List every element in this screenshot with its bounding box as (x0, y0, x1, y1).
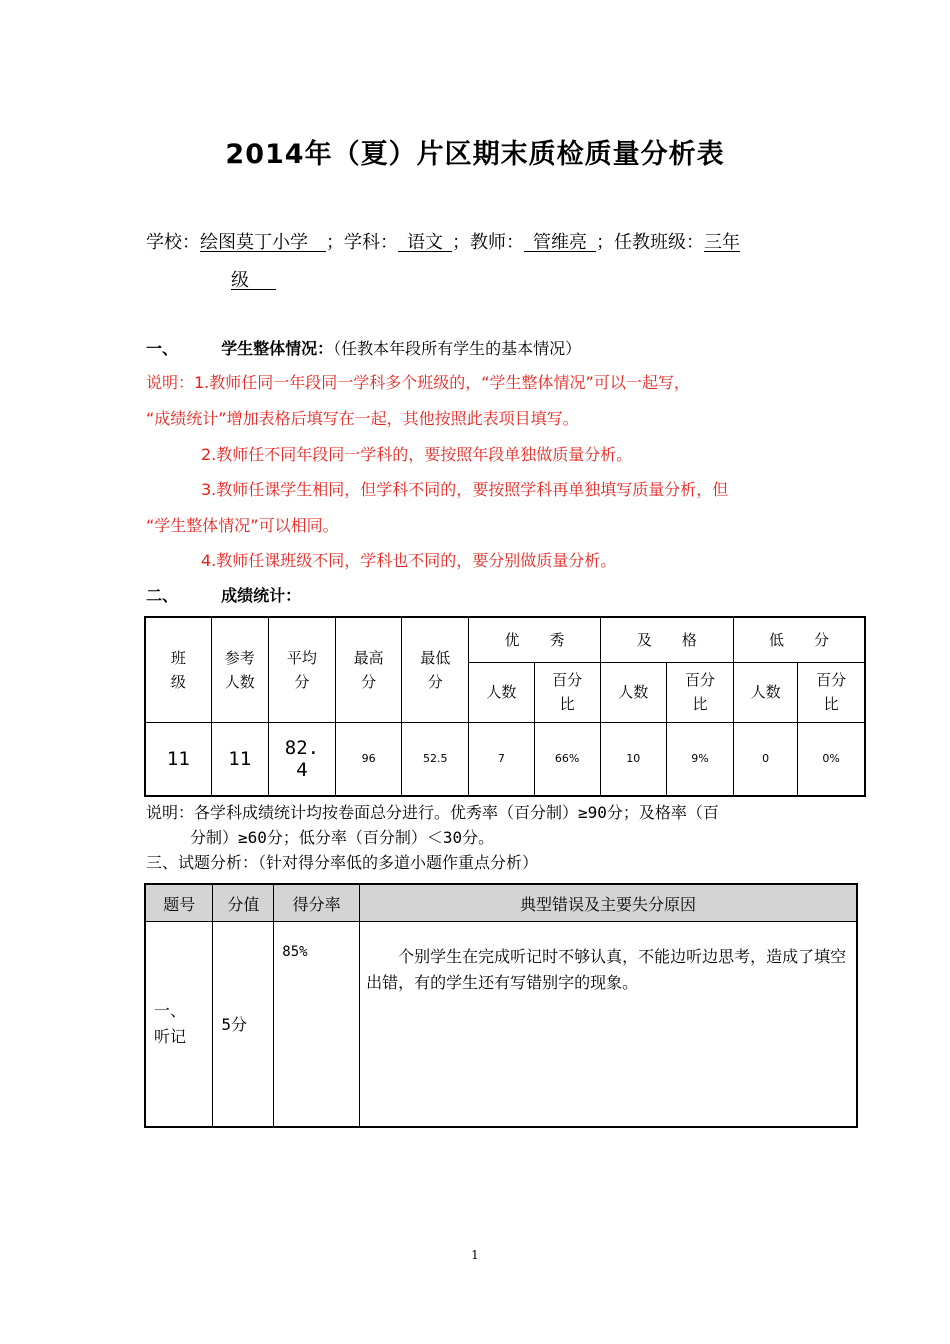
header-score-value: 分值 (213, 884, 274, 922)
table-row (145, 922, 857, 1127)
subject-label: ；学科： (326, 232, 398, 253)
question-analysis: 个别学生在完成听记时不够认真，不能边听边思考，造成了填空出错，有的学生还有写错别字的现象。 (360, 922, 857, 1127)
cell-low-percent: 0% (798, 722, 865, 796)
score-note-line-2: 分制）≥60分；低分率（百分制）＜30分。 (190, 828, 495, 847)
header-class: 班 级 (145, 617, 211, 722)
page-number: 1 (471, 1248, 479, 1262)
info-line-2 (231, 266, 276, 292)
header-error-analysis: 典型错误及主要失分原因 (360, 884, 857, 922)
score-note-line-1: 说明：各学科成绩统计均按卷面总分进行。优秀率（百分制）≥90分；及格率（百 (146, 803, 719, 822)
cell-average: 82. 4 (268, 722, 335, 796)
cell-class: 11 (145, 722, 211, 796)
header-pass-people: 人数 (600, 662, 666, 722)
section-1-heading (146, 336, 581, 359)
cell-count: 11 (211, 722, 268, 796)
header-min: 最低 分 (402, 617, 469, 722)
header-low-percent: 百分 比 (798, 662, 865, 722)
class-value-1: 三年 (704, 232, 740, 253)
header-low-people: 人数 (734, 662, 798, 722)
class-label: ；任教班级： (596, 232, 704, 253)
class-value-2: 级 (231, 270, 249, 291)
question-score: 5分 (213, 922, 274, 1127)
cell-excellent-percent: 66% (534, 722, 600, 796)
cell-pass-percent: 9% (666, 722, 733, 796)
cell-low-count: 0 (734, 722, 798, 796)
note-line-5: “学生整体情况”可以相同。 (146, 516, 339, 535)
question-analysis-table (144, 883, 858, 1128)
question-rate: 85% (274, 922, 360, 1127)
header-max: 最高 分 (336, 617, 402, 722)
header-excellent: 优 秀 (469, 617, 600, 662)
school-label: 学校： (146, 232, 200, 253)
cell-max: 96 (336, 722, 402, 796)
teacher-value: 管维亮 (533, 232, 587, 253)
note-line-2: “成绩统计”增加表格后填写在一起，其他按照此表项目填写。 (146, 409, 579, 428)
header-excellent-people: 人数 (469, 662, 534, 722)
note-line-4: 3.教师任课学生相同，但学科不同的，要按照学科再单独填写质量分析，但 (201, 480, 729, 499)
subject-value: 语文 (407, 232, 443, 253)
teacher-label: ；教师： (452, 232, 524, 253)
section-2-number: 二、 (146, 586, 179, 605)
score-statistics-table (144, 616, 866, 797)
info-line-1 (146, 228, 740, 254)
header-pass: 及 格 (600, 617, 733, 662)
header-score-rate: 得分率 (274, 884, 360, 922)
question-number: 一、 听记 (145, 922, 213, 1127)
section-2-title: 成绩统计： (221, 586, 302, 605)
section-3-heading: 三、试题分析：（针对得分率低的多道小题作重点分析） (146, 853, 539, 872)
header-average: 平均 分 (268, 617, 335, 722)
section-1-hint: （任教本年段所有学生的基本情况） (333, 339, 582, 358)
cell-excellent-count: 7 (469, 722, 534, 796)
section-1-number: 一、 (146, 339, 179, 358)
header-low: 低 分 (734, 617, 865, 662)
note-line-1: 说明：1.教师任同一年段同一学科多个班级的，“学生整体情况”可以一起写， (146, 373, 690, 392)
section-1-title: 学生整体情况： (221, 339, 334, 358)
document-title: 2014年（夏）片区期末质检质量分析表 (225, 139, 725, 170)
section-2-heading (146, 583, 301, 606)
cell-min: 52.5 (402, 722, 469, 796)
cell-pass-count: 10 (600, 722, 666, 796)
header-pass-percent: 百分 比 (666, 662, 733, 722)
header-excellent-percent: 百分 比 (534, 662, 600, 722)
header-question-number: 题号 (145, 884, 213, 922)
school-value: 绘图莫丁小学 (200, 232, 308, 253)
note-line-6: 4.教师任课班级不同，学科也不同的，要分别做质量分析。 (201, 551, 617, 570)
header-count: 参考 人数 (211, 617, 268, 722)
note-line-3: 2.教师任不同年段同一学科的，要按照年段单独做质量分析。 (201, 445, 633, 464)
